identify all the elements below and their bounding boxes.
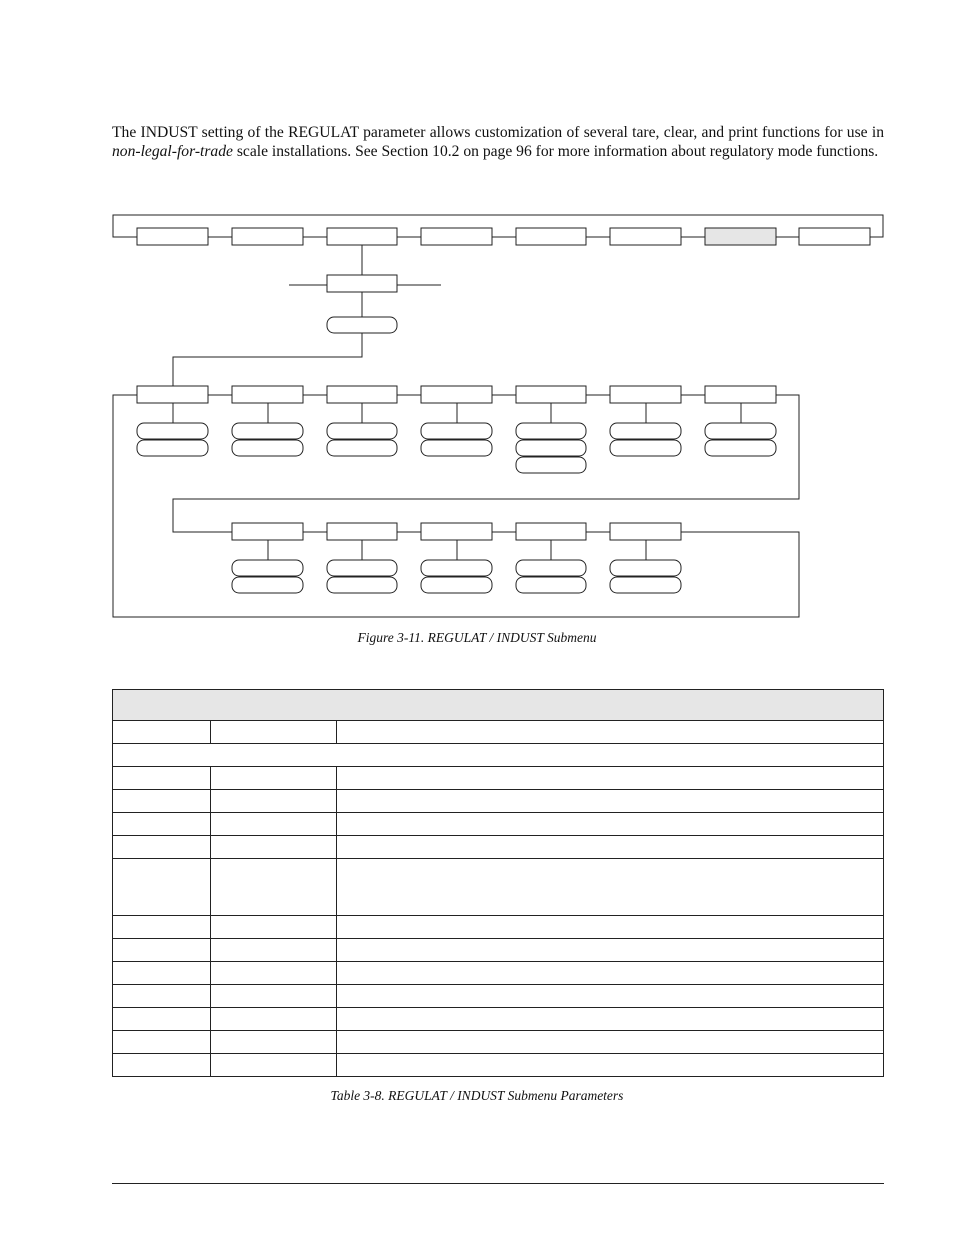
param-box [232,523,303,540]
param-box [610,523,681,540]
option-box [327,423,397,439]
table-row [113,962,884,985]
footer-rule [112,1183,884,1184]
param-box [232,386,303,403]
option-box [137,423,208,439]
table-row [113,985,884,1008]
option-box [327,560,397,576]
table-row [113,939,884,962]
option-box [232,440,303,456]
menu-box-8 [799,228,870,245]
table-header-row [113,721,884,744]
option-box [610,423,681,439]
table-title-row [113,690,884,721]
table-row [113,1054,884,1077]
param-box [327,386,397,403]
option-box [516,423,586,439]
param-box [421,523,492,540]
table-row [113,916,884,939]
intro-emphasis: non-legal-for-trade [112,143,233,160]
param-row-2 [232,523,681,593]
menu-box-1 [137,228,208,245]
param-box [421,386,492,403]
table-row [113,1031,884,1054]
menu-box-3 [327,228,397,245]
option-box [232,577,303,593]
menu-box-6 [610,228,681,245]
table-caption: Table 3-8. REGULAT / INDUST Submenu Parameters [330,1088,624,1103]
table-row [113,859,884,916]
option-box [516,440,586,456]
option-box [232,423,303,439]
figure-caption: Figure 3-11. REGULAT / INDUST Submenu [357,630,597,645]
option-box [232,560,303,576]
option-box [516,577,586,593]
param-box [610,386,681,403]
table-section-row [113,744,884,767]
option-box [705,440,776,456]
option-box [421,577,492,593]
option-box [516,560,586,576]
menu-box-5 [516,228,586,245]
menu-box-2 [232,228,303,245]
option-box [327,440,397,456]
option-box [516,457,586,473]
table-row [113,1008,884,1031]
param-box [516,386,586,403]
option-box [610,577,681,593]
table-row [113,790,884,813]
param-box [327,523,397,540]
menu-box-7-highlighted [705,228,776,245]
option-box [610,560,681,576]
option-box [327,577,397,593]
option-box [610,440,681,456]
option-box [421,560,492,576]
param-box [137,386,208,403]
table-row [113,813,884,836]
param-box [705,386,776,403]
param-row-1 [137,386,776,473]
parameters-table [112,689,884,1077]
option-box [705,423,776,439]
table-row [113,836,884,859]
param-box [516,523,586,540]
option-box [421,440,492,456]
sub-menu-box [327,275,397,292]
sub-option-box [327,317,397,333]
intro-paragraph: The INDUST setting of the REGULAT parameter allows customization of several tare, clear, and print functions for use in non-legal-for-trade scale installations. See Section 10.2 on page 96 for more information about regulatory mode functions. [112,124,884,160]
option-box [421,423,492,439]
menu-box-4 [421,228,492,245]
option-box [137,440,208,456]
table-row [113,767,884,790]
